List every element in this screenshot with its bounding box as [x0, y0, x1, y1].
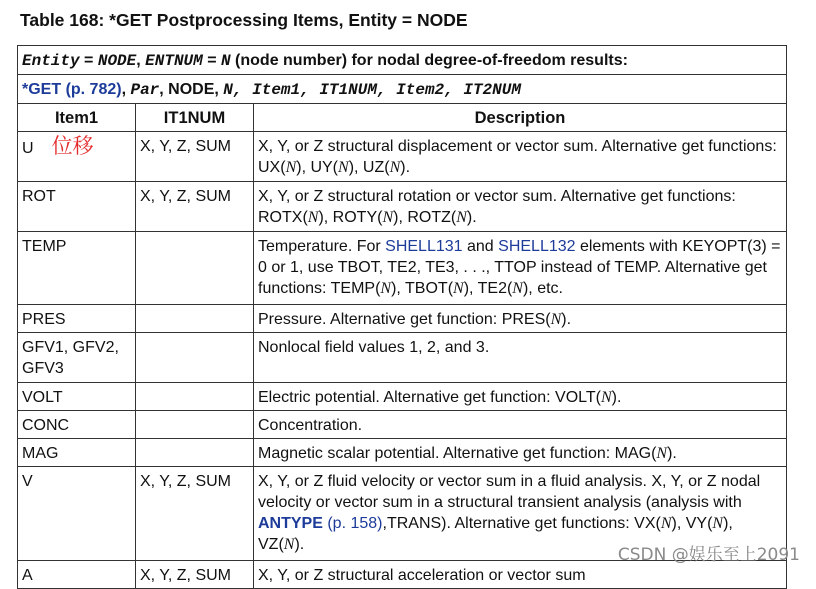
- shell131-link[interactable]: SHELL131: [385, 238, 463, 255]
- header-item1: Item1: [18, 104, 136, 132]
- item-cell: CONC: [18, 411, 136, 439]
- it1num-cell: [136, 305, 254, 333]
- comma: ,: [121, 81, 131, 98]
- entity-keyword: Entity: [22, 52, 80, 70]
- entnum-keyword: ENTNUM: [145, 52, 203, 70]
- header-it1num: IT1NUM: [136, 104, 254, 132]
- node-arg: NODE: [168, 81, 215, 98]
- get-syntax-cell: [18, 75, 787, 104]
- description-cell: X, Y, or Z structural rotation or vector sum. Alternative get functions: ROTX(N), ROTY(N), ROTZ(N).: [254, 182, 787, 232]
- comma: ,: [214, 81, 224, 98]
- item-cell: MAG: [18, 439, 136, 467]
- get-command-link[interactable]: *GET (p. 782): [22, 81, 122, 98]
- handwritten-annotation: 位移: [51, 134, 94, 158]
- watermark: CSDN @娱乐至上2091: [617, 545, 800, 565]
- description-cell: Nonlocal field values 1, 2, and 3.: [254, 333, 787, 383]
- table-row: [18, 439, 787, 467]
- n-arg: N: [223, 81, 233, 99]
- item-value: U: [22, 140, 34, 157]
- item-args: , Item1, IT1NUM, Item2, IT2NUM: [232, 81, 521, 99]
- get-items-table: [17, 45, 787, 589]
- par-arg: Par: [130, 81, 160, 99]
- table-row: [18, 182, 787, 232]
- table-row: [18, 232, 787, 305]
- header-description: Description: [254, 104, 787, 132]
- it1num-cell: X, Y, Z, SUM: [136, 561, 254, 589]
- it1num-cell: [136, 439, 254, 467]
- eq-sign: =: [79, 52, 98, 69]
- it1num-cell: [136, 333, 254, 383]
- eq-sign: =: [202, 52, 221, 69]
- n-keyword: N: [220, 52, 231, 70]
- item-cell: GFV1, GFV2, GFV3: [18, 333, 136, 383]
- description-cell: X, Y, or Z fluid velocity or vector sum in a fluid analysis. X, Y, or Z nodal velocity or vector sum in a structural transient analysis (analysis with ANTYPE (p. 158),TRANS). Alternative get functions: VX(N), VY(N), VZ(N).: [254, 467, 787, 561]
- item-cell: TEMP: [18, 232, 136, 305]
- description-cell: X, Y, or Z structural displacement or vector sum. Alternative get functions: UX(N), UY(N), UZ(N).: [254, 132, 787, 182]
- table-row: [18, 411, 787, 439]
- description-cell: Pressure. Alternative get function: PRES(N).: [254, 305, 787, 333]
- table-row: [18, 383, 787, 411]
- description-cell: Concentration.: [254, 411, 787, 439]
- entity-row: [18, 46, 787, 75]
- antype-page-link[interactable]: (p. 158): [322, 515, 383, 532]
- description-cell: Electric potential. Alternative get function: VOLT(N).: [254, 383, 787, 411]
- description-cell: Magnetic scalar potential. Alternative get function: MAG(N).: [254, 439, 787, 467]
- it1num-cell: [136, 383, 254, 411]
- description-cell: Temperature. For SHELL131 and SHELL132 elements with KEYOPT(3) = 0 or 1, use TBOT, TE2, TE3, . . ., TTOP instead of TEMP. Alternative get functions: TEMP(N), TBOT(N), TE2(N), etc.: [254, 232, 787, 305]
- it1num-cell: X, Y, Z, SUM: [136, 182, 254, 232]
- description-cell: X, Y, or Z structural acceleration or vector sum: [254, 561, 787, 589]
- it1num-cell: X, Y, Z, SUM: [136, 467, 254, 561]
- item-cell: VOLT: [18, 383, 136, 411]
- get-syntax-row: [18, 75, 787, 104]
- entity-cell: [18, 46, 787, 75]
- entity-text: (node number) for nodal degree-of-freedom results:: [230, 52, 628, 69]
- table-title: Table 168: *GET Postprocessing Items, Entity = NODE: [20, 10, 468, 30]
- comma: ,: [136, 52, 146, 69]
- node-keyword: NODE: [97, 52, 137, 70]
- antype-link[interactable]: ANTYPE: [258, 515, 323, 532]
- table-row: [18, 305, 787, 333]
- it1num-cell: [136, 411, 254, 439]
- it1num-cell: X, Y, Z, SUM: [136, 132, 254, 182]
- header-row: [18, 104, 787, 132]
- comma: ,: [159, 81, 169, 98]
- it1num-cell: [136, 232, 254, 305]
- shell132-link[interactable]: SHELL132: [498, 238, 576, 255]
- item-cell: A: [18, 561, 136, 589]
- table-row: [18, 333, 787, 383]
- item-cell: V: [18, 467, 136, 561]
- item-cell: ROT: [18, 182, 136, 232]
- item-cell: [18, 132, 136, 182]
- item-cell: PRES: [18, 305, 136, 333]
- table-row: [18, 132, 787, 182]
